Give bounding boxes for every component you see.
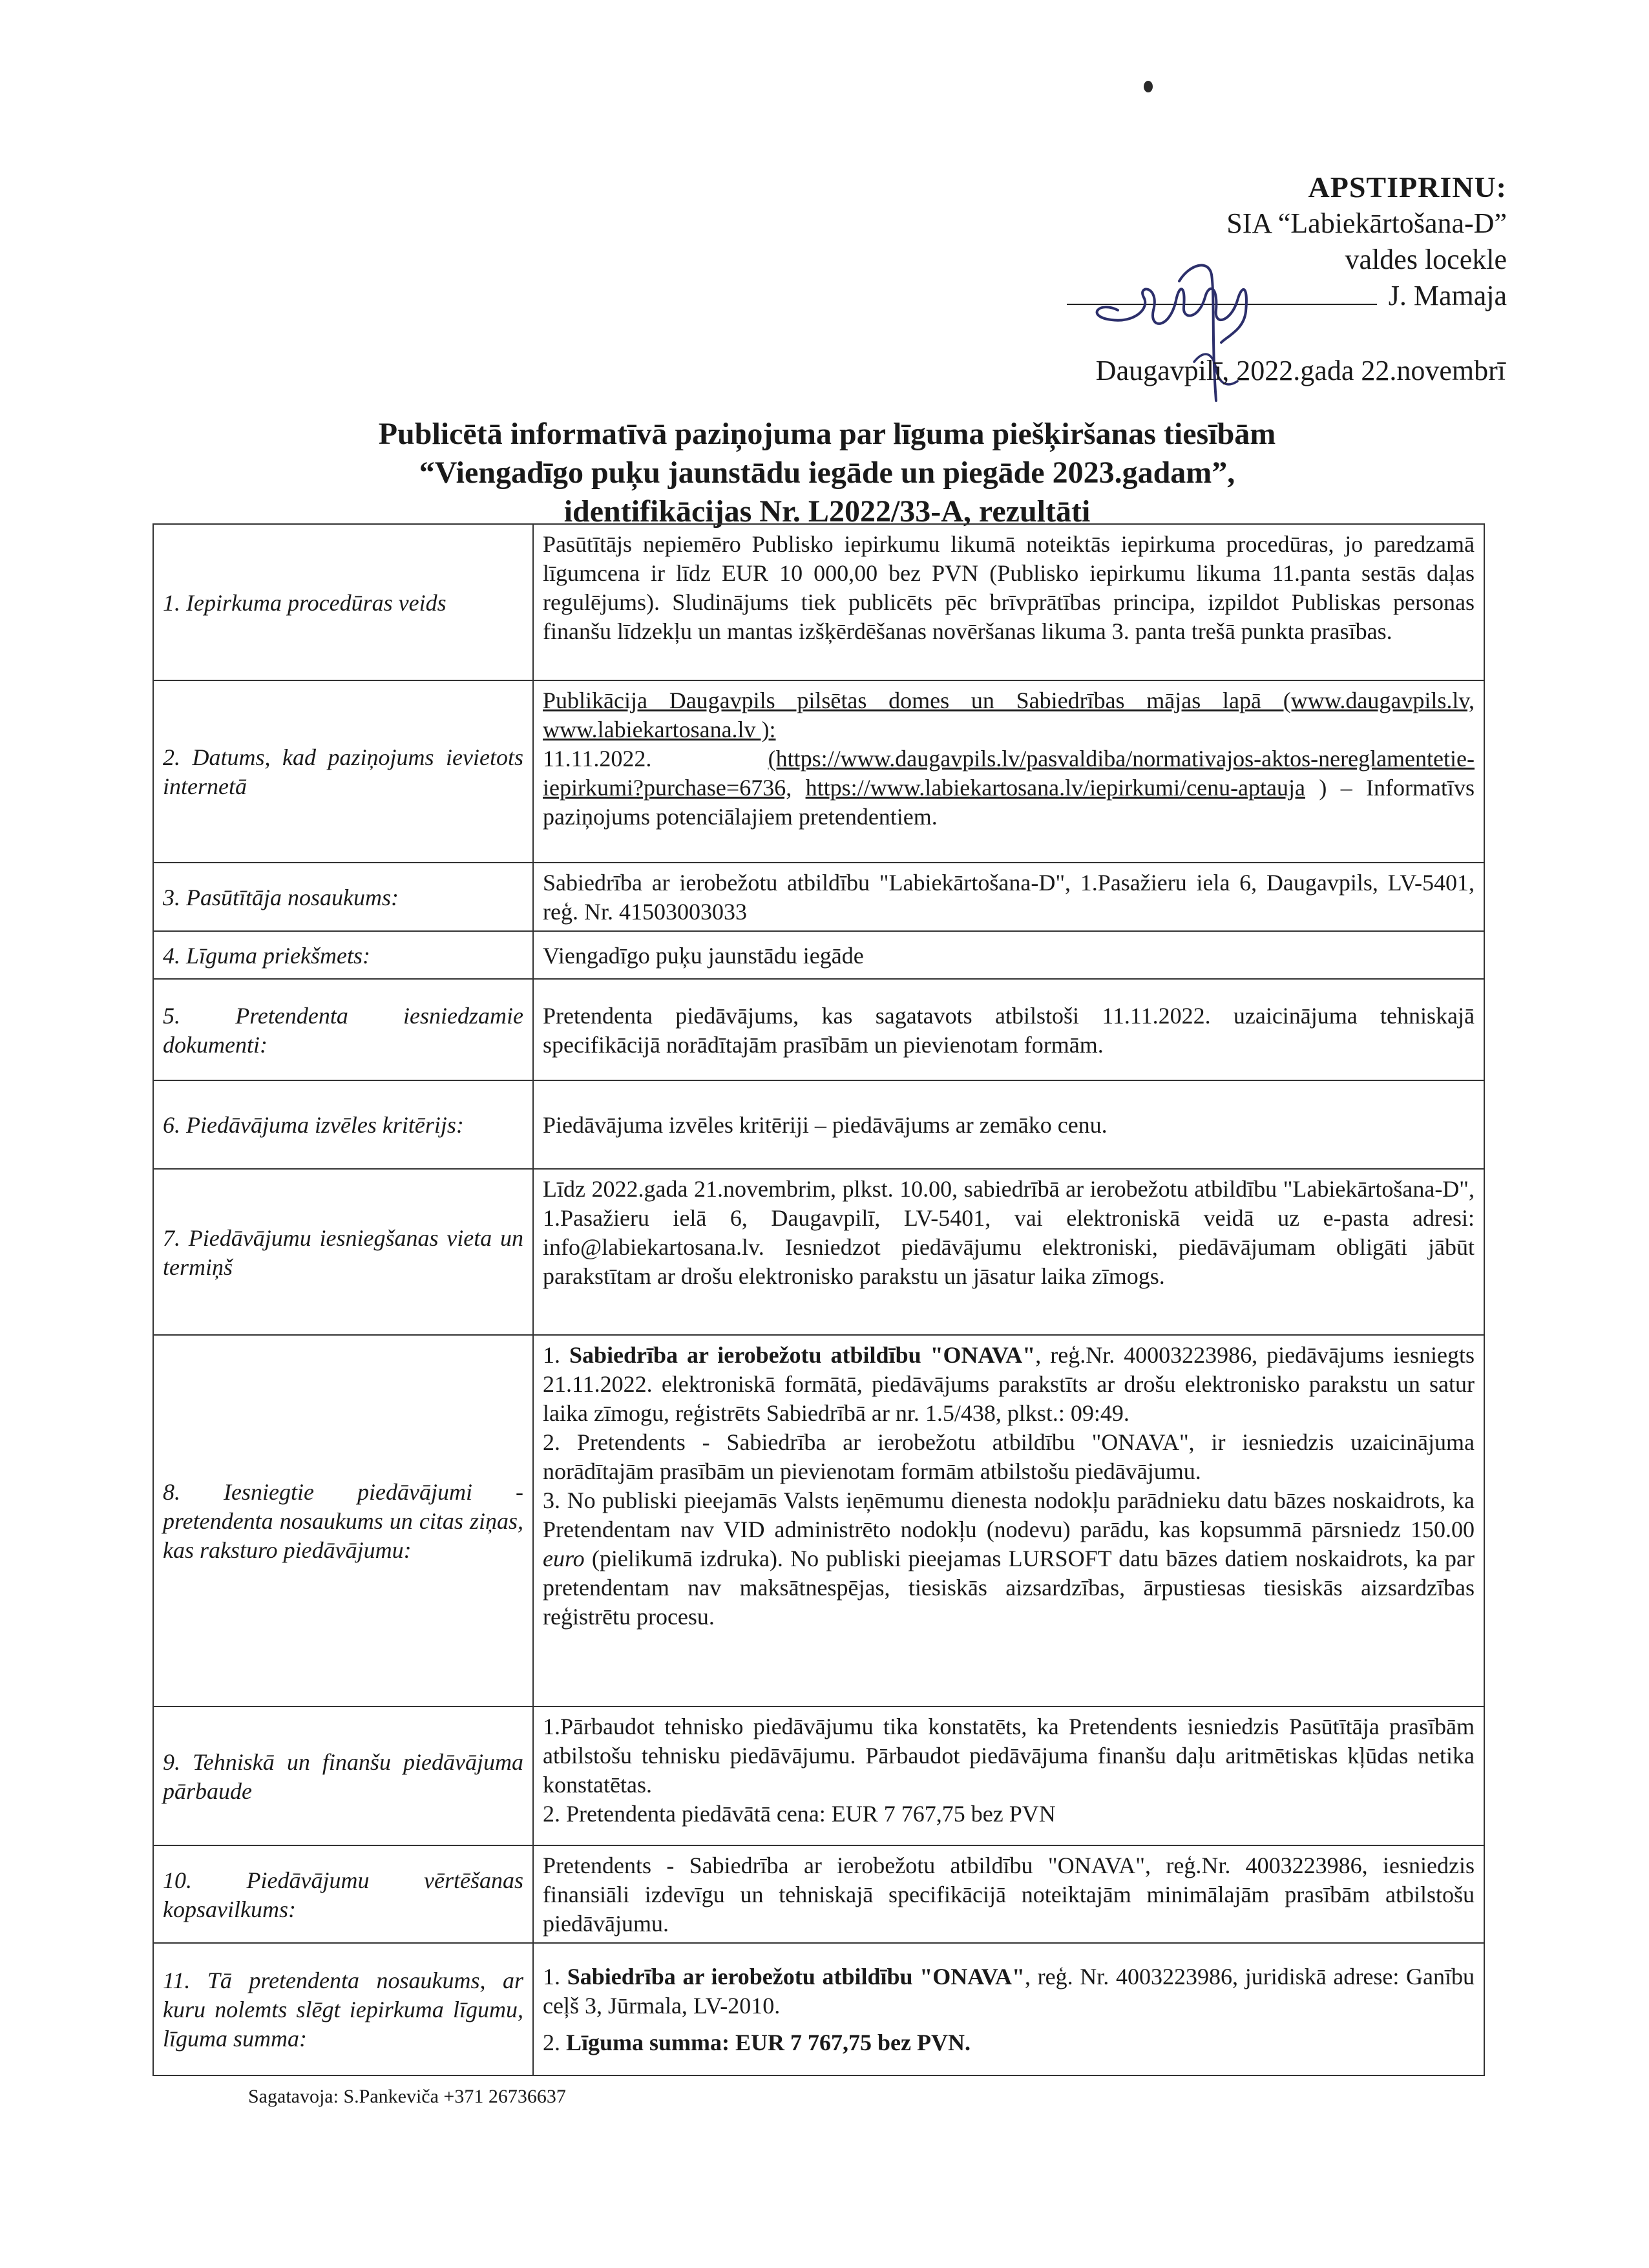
winner-paragraph-1	[543, 1962, 1475, 2021]
row-label: 11. Tā pretendenta nosaukums, ar kuru nolemts slēgt iepirkuma līgumu, līguma summa:	[153, 1943, 533, 2075]
offer-paragraph-3	[543, 1486, 1475, 1632]
row-label: 9. Tehniskā un finanšu piedāvājuma pārbaude	[153, 1706, 533, 1845]
offer-details: , reģ.Nr. 40003223986, piedāvājums iesniegts 21.11.2022. elektroniskā formātā, piedāvājums parakstīts ar drošu elektronisko parakstu un satur laika zīmogu, reģistrēts Sabiedrībā ar nr. 1.5/438, plkst.: 09:49.	[543, 1342, 1475, 1426]
offer-p3-euro: euro	[543, 1546, 585, 1571]
offer-p3-b: (pielikumā izdruka). No publiski pieejamas LURSOFT datu bāzes datiem noskaidrots, ka par pretendentam nav maksātnespējas, tiesiskās aizsardzības, ārpustiesas tiesiskās aizsardzības reģistrētu procesu.	[543, 1546, 1475, 1630]
winner-paragraph-2	[543, 2028, 1475, 2057]
prepared-by: Sagatavoja: S.Pankeviča +371 26736637	[248, 2086, 566, 2107]
offer-paragraph-2: 2. Pretendents - Sabiedrība ar ierobežotu atbildību "ONAVA", ir iesniedzis uzaicinājuma norādītajām prasībām un pievienotam formām atbilstošu piedāvājumu.	[543, 1429, 1475, 1484]
row-value	[533, 1335, 1484, 1706]
table-row	[153, 1845, 1484, 1943]
row-value	[533, 1943, 1484, 2075]
table-row	[153, 1080, 1484, 1169]
offer-num-1: 1.	[543, 1342, 569, 1368]
check-paragraph-2: 2. Pretendenta piedāvātā cena: EUR 7 767,75 bez PVN	[543, 1801, 1056, 1827]
approve-position: valdes locekle	[1345, 244, 1507, 275]
table-row	[153, 524, 1484, 680]
daugavpils-link[interactable]: (https://www.daugavpils.lv/pasvaldiba/normativajos-aktos-nereglamentetie-iepirkumi?purchase=6736,	[543, 746, 1475, 801]
row-label: 5. Pretendenta iesniedzamie dokumenti:	[153, 979, 533, 1080]
heading-line-3: identifikācijas Nr. L2022/33-A, rezultāti	[563, 494, 1091, 529]
table-row	[153, 1943, 1484, 2075]
row-label: 1. Iepirkuma procedūras veids	[153, 524, 533, 680]
row-value	[533, 680, 1484, 863]
row-value: Pasūtītājs nepiemēro Publisko iepirkumu likumā noteiktās iepirkuma procedūras, jo paredzamā līgumcena ir līdz EUR 10 000,00 bez PVN (Publisko iepirkumu likuma 11.panta sestās daļas regulējums). Sludinājums tiek publicēts pēc brīvprātības principa, izpildot Publiskas personas finanšu līdzekļu un mantas izšķērdēšanas novēršanas likuma 3. panta trešā punkta prasības.	[533, 524, 1484, 680]
row-label: 2. Datums, kad paziņojums ievietots internetā	[153, 680, 533, 863]
table-row	[153, 931, 1484, 979]
publication-date-and-link	[543, 744, 1475, 832]
ink-dot	[1144, 81, 1153, 92]
winner-num-2: 2.	[543, 2030, 566, 2055]
heading-line-1: Publicētā informatīvā paziņojuma par līguma piešķiršanas tiesībām	[378, 417, 1276, 451]
row-label: 10. Piedāvājumu vērtēšanas kopsavilkums:	[153, 1845, 533, 1943]
row-value: Līdz 2022.gada 21.novembrim, plkst. 10.00, sabiedrībā ar ierobežotu atbildību "Labiekārtošana-D", 1.Pasažieru ielā 6, Daugavpilī, LV-5401, vai elektroniskā veidā uz e-pasta adresi: info@labiekartosana.lv. Iesniedzot piedāvājumu elektroniski, piedāvājumam obligāti jābūt parakstītam ar drošu elektronisko parakstu un jāsatur laika zīmogs.	[533, 1169, 1484, 1335]
row-value: Pretendenta piedāvājums, kas sagatavots atbilstoši 11.11.2022. uzaicinājuma tehniskajā specifikācijā norādītajām prasībām un pievienotam formām.	[533, 979, 1484, 1080]
publication-tail: ) – Informatīvs paziņojums potenciālajiem pretendentiem.	[543, 775, 1475, 830]
offer-paragraph-1	[543, 1341, 1475, 1428]
publication-date: 11.11.2022.	[543, 746, 652, 772]
table-row	[153, 979, 1484, 1080]
table-row	[153, 1706, 1484, 1845]
approve-title: APSTIPRINU:	[1308, 171, 1507, 204]
row-value: Viengadīgo puķu jaunstādu iegāde	[533, 931, 1484, 979]
offer-p3-a: 3. No publiski pieejamās Valsts ieņēmumu dienesta nodokļu parādnieku datu bāzes noskaidrots, ka Pretendentam nav VID administrēto nodokļu (nodevu) parādu, kas kopsummā pārsniedz 150.00	[543, 1487, 1475, 1542]
winner-address: , reģ. Nr. 4003223986, juridiskā adrese: Ganību ceļš 3, Jūrmala, LV-2010.	[543, 1964, 1475, 2019]
row-label: 7. Piedāvājumu iesniegšanas vieta un termiņš	[153, 1169, 533, 1335]
row-value: Pretendents - Sabiedrība ar ierobežotu atbildību "ONAVA", reģ.Nr. 4003223986, iesniedzis finansiāli izdevīgu un tehniskajā specifikācijā noteiktajām minimālajām prasībām atbilstošu piedāvājumu.	[533, 1845, 1484, 1943]
contract-sum: Līguma summa: EUR 7 767,75 bez PVN.	[566, 2030, 971, 2055]
table-row	[153, 1169, 1484, 1335]
place-date: Daugavpilī, 2022.gada 22.novembrī	[1095, 355, 1506, 386]
row-label: 4. Līguma priekšmets:	[153, 931, 533, 979]
approve-signer: J. Mamaja	[1388, 280, 1507, 311]
winner-num-1: 1.	[543, 1964, 567, 1990]
row-value: Sabiedrība ar ierobežotu atbildību "Labiekārtošana-D", 1.Pasažieru iela 6, Daugavpils, LV-5401, reģ. Nr. 41503003033	[533, 863, 1484, 931]
approve-company: SIA “Labiekārtošana-D”	[1226, 207, 1507, 239]
table-row	[153, 680, 1484, 863]
table-row	[153, 1335, 1484, 1706]
row-label: 8. Iesniegtie piedāvājumi - pretendenta nosaukums un citas ziņas, kas raksturo piedāvājumu:	[153, 1335, 533, 1706]
document-heading	[194, 415, 1460, 531]
heading-line-2: “Viengadīgo puķu jaunstādu iegāde un piegāde 2023.gadam”,	[419, 456, 1235, 490]
publication-text: Publikācija Daugavpils pilsētas domes un Sabiedrības mājas lapā (www.daugavpils.lv, www.labiekartosana.lv ):	[543, 688, 1475, 742]
row-label: 3. Pasūtītāja nosaukums:	[153, 863, 533, 931]
row-value: Piedāvājuma izvēles kritēriji – piedāvājums ar zemāko cenu.	[533, 1080, 1484, 1169]
row-value	[533, 1706, 1484, 1845]
labiekartosana-link[interactable]: https://www.labiekartosana.lv/iepirkumi/cenu-aptauja	[805, 775, 1305, 801]
table-row	[153, 863, 1484, 931]
row-label: 6. Piedāvājuma izvēles kritērijs:	[153, 1080, 533, 1169]
winner-company-name: Sabiedrība ar ierobežotu atbildību "ONAVA"	[567, 1964, 1025, 1990]
offer-company-name: Sabiedrība ar ierobežotu atbildību "ONAVA"	[569, 1342, 1036, 1368]
results-table	[152, 523, 1485, 2076]
check-paragraph-1: 1.Pārbaudot tehnisko piedāvājumu tika konstatēts, ka Pretendents iesniedzis Pasūtītāja prasībām atbilstošu tehnisku piedāvājumu. Pārbaudot piedāvājuma finanšu daļu aritmētiskas kļūdas netika konstatētas.	[543, 1714, 1475, 1798]
